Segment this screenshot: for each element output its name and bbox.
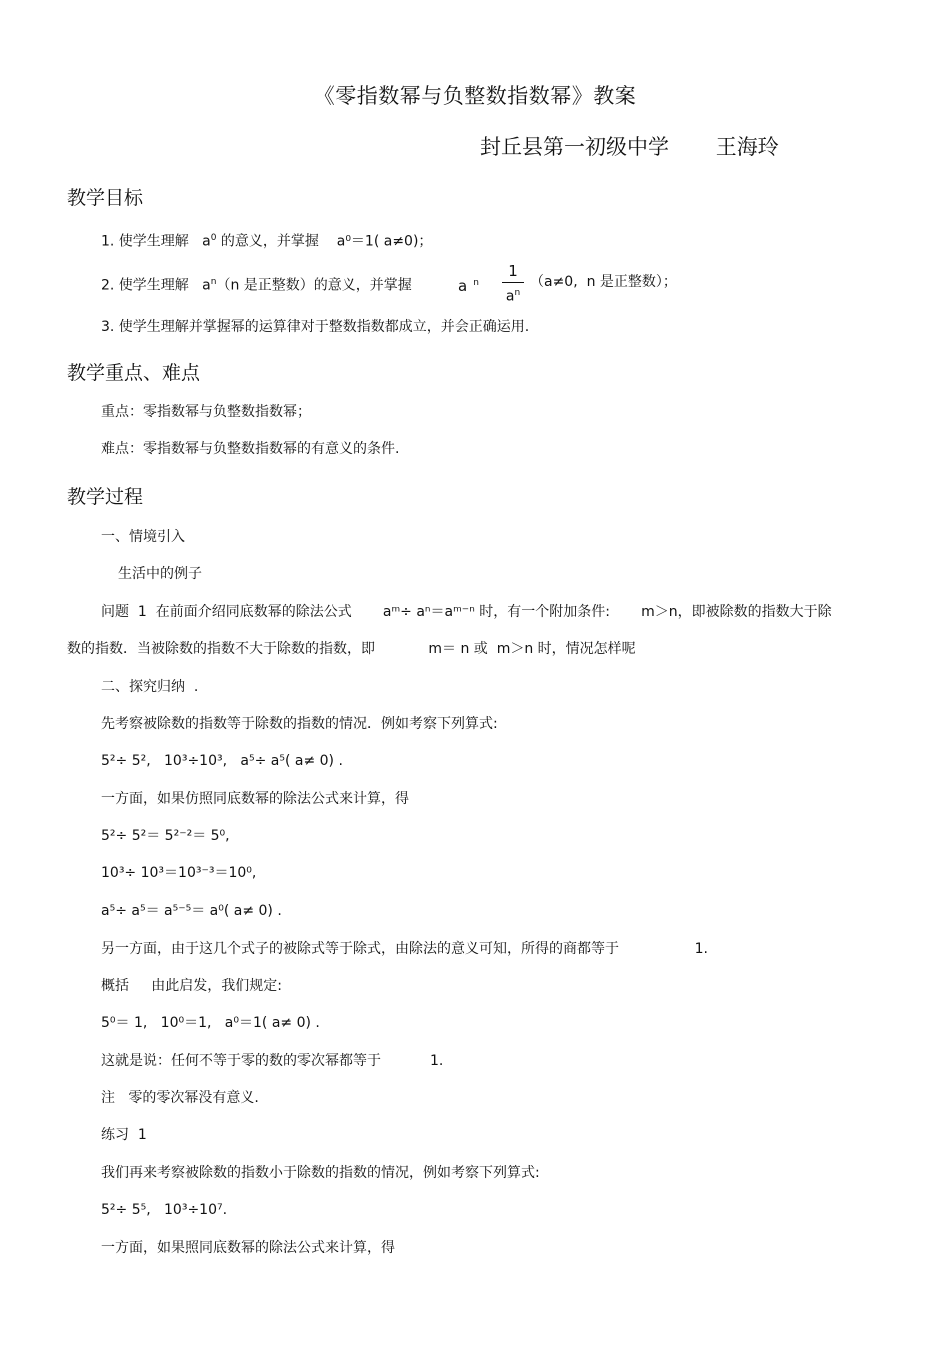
question-1-line-1: 问题 1 在前面介绍同底数幂的除法公式 aᵐ÷ aⁿ＝aᵐ⁻ⁿ 时，有一个附加条件: m＞n，即被除数的指数大于除 (101, 604, 832, 620)
goal-3: 3. 使学生理解并掌握幂的运算律对于整数指数都成立，并会正确运用. (101, 319, 530, 335)
equation-1: 5²÷ 5², 10³÷10³, a⁵÷ a⁵( a≠ 0) . (101, 753, 343, 769)
goal-2-a-sup: n (473, 278, 479, 288)
goal-2-mid: （n 是正整数）的意义，并掌握 (216, 277, 412, 294)
goal-2-a-base: a (458, 277, 468, 295)
process-step-1: 一、情境引入 (101, 529, 185, 545)
goal-1 (101, 229, 432, 251)
paragraph-2: 一方面，如果仿照同底数幂的除法公式来计算，得 (101, 791, 409, 807)
goal-1-pre: 1. 使学生理解 a (101, 233, 211, 250)
process-step-2: 二、探究归纳 . (101, 679, 199, 695)
equation-4: a⁵÷ a⁵＝ a⁵⁻⁵＝ a⁰( a≠ 0) . (101, 903, 282, 919)
equation-5: 5⁰＝ 1, 10⁰＝1, a⁰＝1( a≠ 0) . (101, 1015, 320, 1031)
fraction-denominator (502, 285, 524, 305)
fraction-numerator: 1 (508, 262, 518, 280)
paragraph-3: 另一方面，由于这几个式子的被除式等于除式，由除法的意义可知，所得的商都等于 1. (101, 941, 709, 957)
focus-key: 重点：零指数幂与负整数指数幂； (101, 404, 311, 420)
paragraph-6: 注 零的零次幂没有意义. (101, 1090, 259, 1106)
goal-2-pre: 2. 使学生理解 a (101, 277, 211, 294)
fraction-bar (502, 282, 524, 283)
goal-2-post: （a≠0, n 是正整数）； (530, 274, 677, 290)
paragraph-9: 一方面，如果照同底数幂的除法公式来计算，得 (101, 1240, 395, 1256)
document-author: 封丘县第一初级中学 王海玲 (480, 135, 779, 159)
fraction-denominator-base: a (505, 288, 515, 305)
goal-2-sup: n (210, 277, 217, 287)
goal-2 (101, 273, 412, 295)
fraction-denominator-sup: n (514, 288, 521, 298)
paragraph-1: 先考察被除数的指数等于除数的指数的情况．例如考察下列算式: (101, 716, 498, 732)
paragraph-8: 我们再来考察被除数的指数小于除数的指数的情况，例如考察下列算式: (101, 1165, 540, 1181)
equation-2: 5²÷ 5²＝ 5²⁻²＝ 5⁰, (101, 828, 230, 844)
paragraph-4: 概括 由此启发，我们规定: (101, 978, 282, 994)
paragraph-5: 这就是说：任何不等于零的数的零次幂都等于 1. (101, 1053, 444, 1069)
process-step-1a: 生活中的例子 (118, 566, 202, 582)
focus-hard: 难点：零指数幂与负整数指数幂的有意义的条件. (101, 441, 400, 457)
goal-1-sup: 0 (210, 233, 217, 243)
question-1-line-2: 数的指数．当被除数的指数不大于除数的指数，即 m＝ n 或 m＞n 时，情况怎样呢 (67, 641, 636, 657)
section-heading-goals: 教学目标 (67, 187, 144, 209)
paragraph-7: 练习 1 (101, 1127, 147, 1143)
document-title: 《零指数幂与负整数指数幂》教案 (313, 84, 637, 108)
section-heading-process: 教学过程 (67, 486, 144, 508)
goal-2-fraction (502, 262, 524, 305)
goal-2-a (458, 274, 479, 295)
goal-1-post: 的意义，并掌握 a⁰＝1( a≠0)； (216, 233, 433, 250)
section-heading-focus: 教学重点、难点 (67, 362, 201, 384)
equation-6: 5²÷ 5⁵, 10³÷10⁷. (101, 1202, 228, 1218)
equation-3: 10³÷ 10³＝10³⁻³＝10⁰, (101, 865, 257, 881)
